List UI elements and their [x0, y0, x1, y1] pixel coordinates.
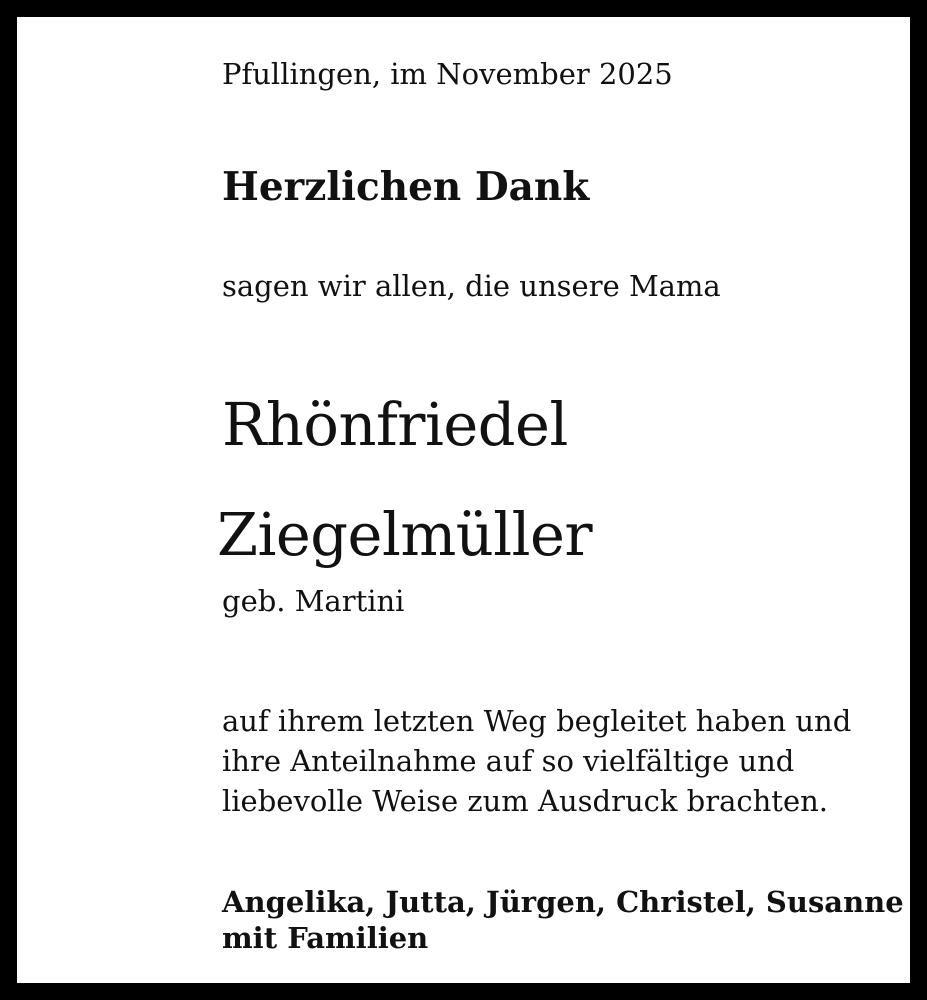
thank-you-text: [222, 701, 851, 821]
signer-names: Angelika, Jutta, Jürgen, Christel, Susanne: [222, 885, 904, 919]
obituary-thank-you-notice: [17, 17, 910, 983]
deceased-last-name: Ziegelmüller: [217, 500, 593, 569]
thank-you-line: auf ihrem letzten Weg begleitet haben und: [222, 704, 852, 738]
thank-you-line: liebevolle Weise zum Ausdruck brachten.: [222, 784, 829, 818]
place-date-line: Pfullingen, im November 2025: [222, 57, 673, 91]
signer-families: mit Familien: [222, 921, 429, 955]
maiden-name: geb. Martini: [222, 584, 405, 618]
thank-you-line: ihre Anteilnahme auf so vielfältige und: [222, 744, 795, 778]
deceased-first-name: Rhönfriedel: [222, 390, 568, 459]
signers: [222, 884, 904, 956]
intro-line: sagen wir allen, die unsere Mama: [222, 269, 721, 303]
notice-heading: Herzlichen Dank: [222, 164, 590, 210]
